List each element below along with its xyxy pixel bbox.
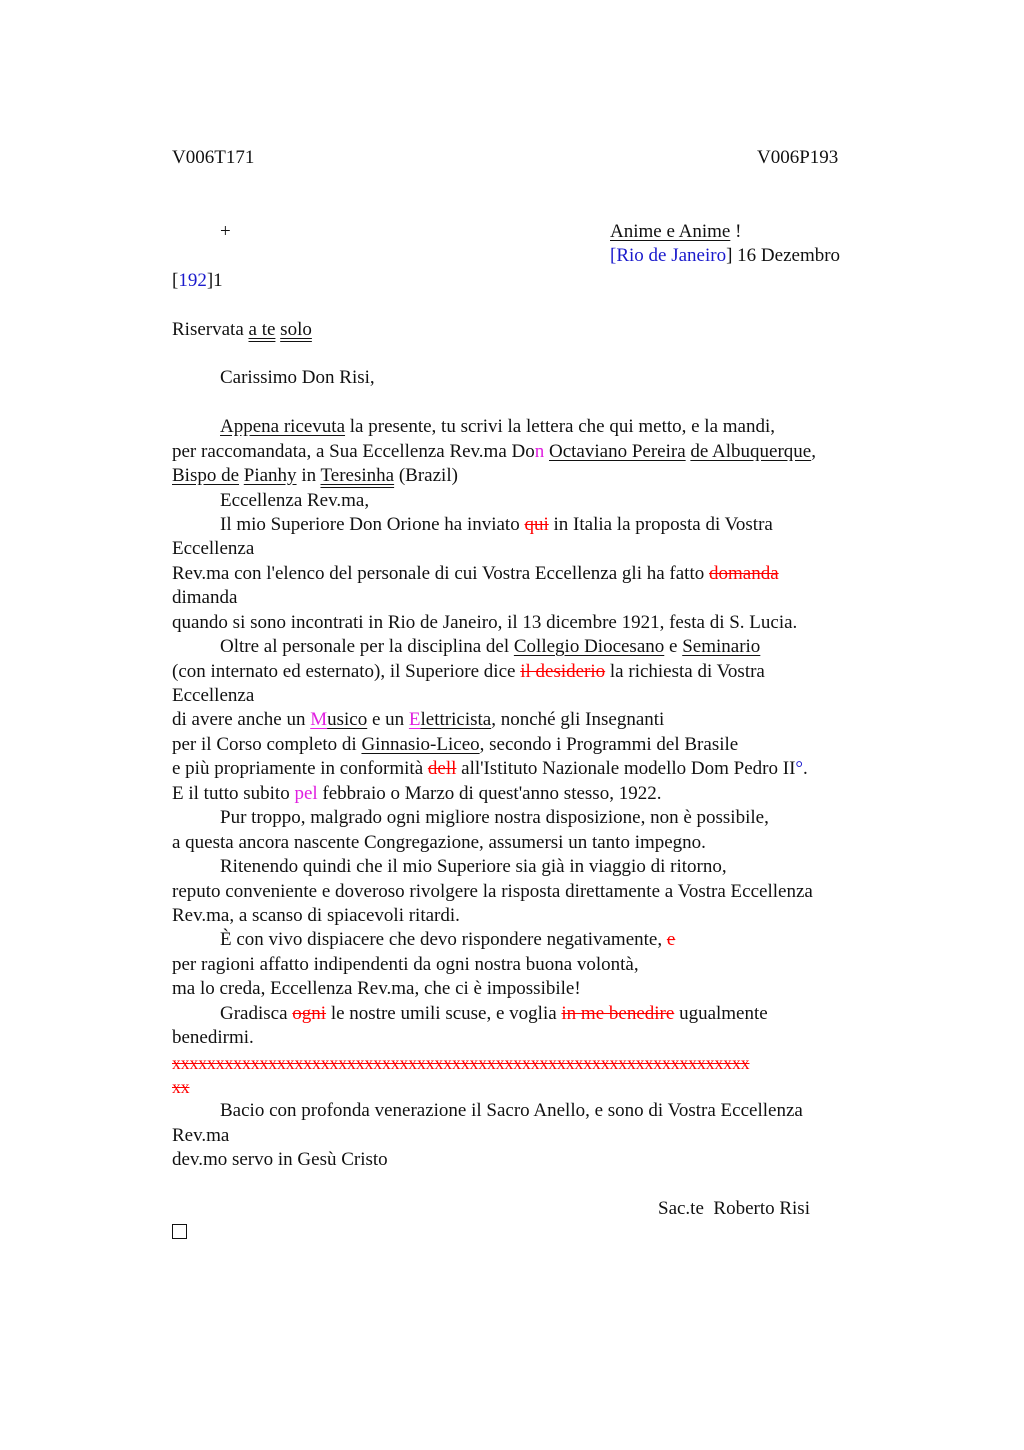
text: . [803,758,808,779]
text: per il Corso completo di [172,734,362,755]
text: , nonché gli Insegnanti [491,709,665,730]
text: febbraio o Marzo di quest'anno stesso, 1922. [317,783,662,804]
elettricista: lettricista [420,709,492,730]
text: , secondo i Programmi del Brasile [479,734,739,755]
text: Il mio Superiore Don Orione ha inviato [220,514,525,535]
text: di avere anche un [172,709,311,730]
deleted-word: il desiderio [520,661,606,682]
letter-line [220,1002,768,1026]
ginnasio-liceo: Ginnasio-Liceo [361,734,480,755]
text: Gradisca [220,1003,293,1024]
salutation: Carissimo Don Risi, [220,367,375,388]
signature: Sac.te Roberto Risi [658,1198,810,1219]
letter-line: Rev.ma, a scanso di spiacevoli ritardi. [172,905,460,926]
text: la richiesta di Vostra [605,661,765,682]
header-right-code: V006P193 [757,147,839,168]
text: Oltre al personale per la disciplina del [220,636,514,657]
text: in Italia la proposta di Vostra [548,514,773,535]
letter-line [172,782,661,806]
letter-line [220,513,773,537]
letter-line [172,562,779,586]
letter-line: Eccellenza [172,538,255,559]
motto-tail: ! [730,221,742,242]
year-line [172,269,223,293]
deleted-word: ogni [292,1003,327,1024]
p1-line-1 [220,415,775,439]
correction-word: pel [294,783,318,804]
text: (con internato ed esternato), il Superiore dice [172,661,521,682]
p1-text: in [296,465,321,486]
letter-line [220,635,760,659]
place-open-bracket: [ [610,245,617,266]
letter-line: Eccellenza [172,685,255,706]
teresinha: Teresinha [320,465,395,486]
deleted-phrase: in me benedire [561,1003,675,1024]
letter-line: benedirmi. [172,1027,254,1048]
reserved-prefix: Riservata [172,319,249,340]
year-open: [ [172,270,179,291]
text: Rev.ma con l'elenco del personale di cui Vostra Eccellenza gli ha fatto [172,563,709,584]
p1-text: per raccomandata, a Sua Eccellenza Rev.ma Do [172,441,535,462]
struck-x-line-1: xxxxxxxxxxxxxxxxxxxxxxxxxxxxxxxxxxxxxxxxxxxxxxxxxxxxxxxxxxxxxxxxxx [172,1053,750,1073]
editorial-mark: ° [795,758,804,779]
letter-line: a questa ancora nascente Congregazione, assumersi un tanto impegno. [172,832,706,853]
p1-text: (Brazil) [394,465,458,486]
collegio-diocesano: Collegio Diocesano [513,636,665,657]
closing-line: Bacio con profonda venerazione il Sacro Anello, e sono di Vostra Eccellenza [220,1100,803,1121]
pianhy: Pianhy [243,465,297,486]
musico: usico [327,709,368,730]
correction-insert: n [534,441,545,462]
letter-line [172,660,765,684]
p1-line-3 [172,464,458,488]
letter-line: quando si sono incontrati in Rio de Janeiro, il 13 dicembre 1921, festa di S. Lucia. [172,612,798,633]
text: È con vivo dispiacere che devo rispondere negativamente, [220,929,667,950]
bispo-de: Bispo de [172,465,240,486]
text: e un [367,709,409,730]
reserved-word-2: solo [280,319,312,340]
year-close: ]1 [206,270,223,291]
struck-x-line-2: xx [172,1077,190,1097]
text: E il tutto subito [172,783,295,804]
letter-salutation: Eccellenza Rev.ma, [220,490,370,511]
p1-underlined: Appena ricevuta [220,416,346,437]
letter-line: reputo conveniente e doveroso rivolgere la risposta direttamente a Vostra Eccellenza [172,881,813,902]
deleted-word: domanda [708,563,779,584]
header-left-code: V006T171 [172,147,255,168]
reserved-note [172,318,312,342]
cross-mark: + [220,221,231,242]
letter-line [220,928,675,952]
letter-line: ma lo creda, Eccellenza Rev.ma, che ci è impossibile! [172,978,581,999]
text: e [664,636,683,657]
year-century: 192 [178,270,207,291]
deleted-word: dell [427,758,457,779]
letter-line [172,757,808,781]
motto [610,220,741,244]
date-text: ] 16 Dezembro [726,245,841,266]
name-albuquerque: de Albuquerque [690,441,812,462]
letter-line [172,708,664,732]
place-date [610,244,840,268]
correction-letter: E [408,709,421,730]
reserved-word-1: a te [248,319,276,340]
text: ugualmente [674,1003,768,1024]
place-name: Rio de Janeiro [616,245,727,266]
letter-line: Ritenendo quindi che il mio Superiore sia già in viaggio di ritorno, [220,856,727,877]
text: le nostre umili scuse, e voglia [326,1003,562,1024]
seminario: Seminario [682,636,761,657]
letter-line: dimanda [172,587,238,608]
closing-line: Rev.ma [172,1125,230,1146]
motto-text: Anime e Anime [610,221,731,242]
deleted-word: qui [524,514,549,535]
correction-letter: M [310,709,328,730]
p1-line-2 [172,440,816,464]
name-octaviano: Octaviano Pereira [549,441,686,462]
closing-line: dev.mo servo in Gesù Cristo [172,1149,388,1170]
p1-text: , [811,441,816,462]
text: all'Istituto Nazionale modello Dom Pedro II [456,758,796,779]
square-icon [172,1224,187,1239]
text: e più propriamente in conformità [172,758,428,779]
p1-text: la presente, tu scrivi la lettera che qui metto, e la mandi, [345,416,776,437]
deleted-word: e [666,929,676,950]
letter-line: Pur troppo, malgrado ogni migliore nostra disposizione, non è possibile, [220,807,769,828]
letter-line [172,733,738,757]
letter-line: per ragioni affatto indipendenti da ogni nostra buona volontà, [172,954,639,975]
